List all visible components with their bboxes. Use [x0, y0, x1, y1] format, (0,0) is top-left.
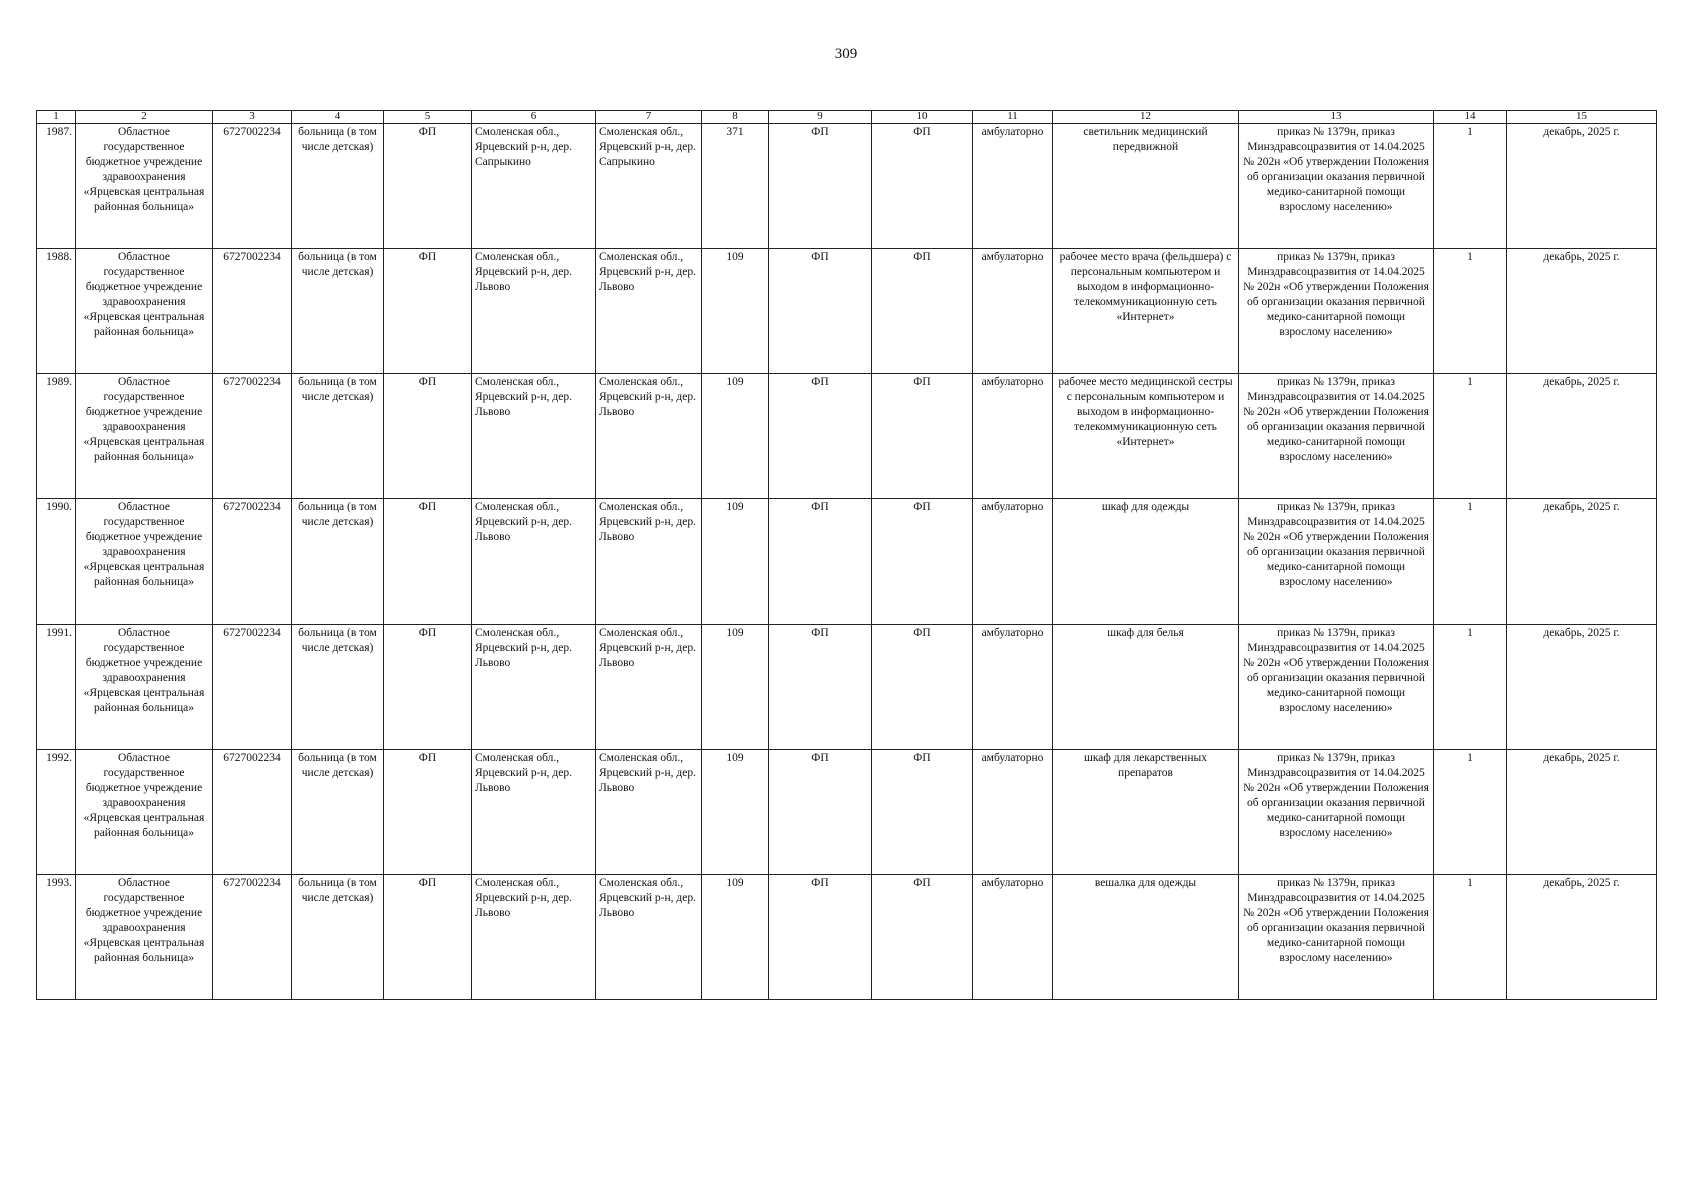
order-reference: приказ № 1379н, приказ Минздравсоцразвития от 14.04.2025 № 202н «Об утверждении Положения об организации оказания первичной медико-санитарной помощи взрослому населению» [1239, 374, 1434, 499]
number-cell: 109 [702, 624, 769, 749]
table-row [37, 249, 1657, 374]
facility-type: больница (в том числе детская) [292, 249, 384, 374]
organization-name: Областное государственное бюджетное учреждение здравоохранения «Ярцевская центральная районная больница» [76, 624, 213, 749]
date-cell: декабрь, 2025 г. [1507, 374, 1657, 499]
order-reference: приказ № 1379н, приказ Минздравсоцразвития от 14.04.2025 № 202н «Об утверждении Положения об организации оказания первичной медико-санитарной помощи взрослому населению» [1239, 874, 1434, 999]
table-row [37, 499, 1657, 624]
date-cell: декабрь, 2025 г. [1507, 124, 1657, 249]
column-number-row [37, 111, 1657, 124]
equipment-item: шкаф для лекарственных препаратов [1053, 749, 1239, 874]
equipment-item: светильник медицинский передвижной [1053, 124, 1239, 249]
unit-type-9: ФП [769, 249, 872, 374]
quantity-cell: 1 [1434, 249, 1507, 374]
date-cell: декабрь, 2025 г. [1507, 624, 1657, 749]
equipment-item: шкаф для одежды [1053, 499, 1239, 624]
column-header: 12 [1053, 111, 1239, 124]
date-cell: декабрь, 2025 г. [1507, 249, 1657, 374]
equipment-table [36, 110, 1657, 1000]
address-cell: Смоленская обл., Ярцевский р-н, дер. Львово [472, 249, 596, 374]
row-number: 1989. [37, 374, 76, 499]
unit-type-10: ФП [872, 624, 973, 749]
unit-type: ФП [384, 624, 472, 749]
row-number: 1987. [37, 124, 76, 249]
quantity-cell: 1 [1434, 499, 1507, 624]
unit-type-9: ФП [769, 124, 872, 249]
equipment-item: рабочее место медицинской сестры с персональным компьютером и выходом в информационно-телекоммуникационную сеть «Интернет» [1053, 374, 1239, 499]
unit-type-10: ФП [872, 499, 973, 624]
address-cell-2: Смоленская обл., Ярцевский р-н, дер. Львово [596, 249, 702, 374]
date-cell: декабрь, 2025 г. [1507, 749, 1657, 874]
column-header: 7 [596, 111, 702, 124]
column-header: 13 [1239, 111, 1434, 124]
column-header: 15 [1507, 111, 1657, 124]
order-reference: приказ № 1379н, приказ Минздравсоцразвития от 14.04.2025 № 202н «Об утверждении Положения об организации оказания первичной медико-санитарной помощи взрослому населению» [1239, 749, 1434, 874]
row-number: 1991. [37, 624, 76, 749]
row-number: 1990. [37, 499, 76, 624]
address-cell: Смоленская обл., Ярцевский р-н, дер. Львово [472, 499, 596, 624]
table-row [37, 874, 1657, 999]
column-header: 14 [1434, 111, 1507, 124]
care-mode: амбулаторно [973, 249, 1053, 374]
unit-type-9: ФП [769, 499, 872, 624]
quantity-cell: 1 [1434, 124, 1507, 249]
organization-name: Областное государственное бюджетное учреждение здравоохранения «Ярцевская центральная районная больница» [76, 749, 213, 874]
inn-cell: 6727002234 [213, 249, 292, 374]
inn-cell: 6727002234 [213, 499, 292, 624]
organization-name: Областное государственное бюджетное учреждение здравоохранения «Ярцевская центральная районная больница» [76, 374, 213, 499]
address-cell-2: Смоленская обл., Ярцевский р-н, дер. Львово [596, 749, 702, 874]
column-header: 11 [973, 111, 1053, 124]
unit-type: ФП [384, 499, 472, 624]
care-mode: амбулаторно [973, 374, 1053, 499]
quantity-cell: 1 [1434, 749, 1507, 874]
equipment-item: вешалка для одежды [1053, 874, 1239, 999]
address-cell: Смоленская обл., Ярцевский р-н, дер. Львово [472, 874, 596, 999]
care-mode: амбулаторно [973, 624, 1053, 749]
address-cell-2: Смоленская обл., Ярцевский р-н, дер. Львово [596, 624, 702, 749]
inn-cell: 6727002234 [213, 749, 292, 874]
number-cell: 109 [702, 249, 769, 374]
address-cell-2: Смоленская обл., Ярцевский р-н, дер. Сапрыкино [596, 124, 702, 249]
facility-type: больница (в том числе детская) [292, 624, 384, 749]
address-cell-2: Смоленская обл., Ярцевский р-н, дер. Львово [596, 874, 702, 999]
care-mode: амбулаторно [973, 124, 1053, 249]
equipment-item: шкаф для белья [1053, 624, 1239, 749]
table-row [37, 124, 1657, 249]
unit-type-9: ФП [769, 874, 872, 999]
date-cell: декабрь, 2025 г. [1507, 874, 1657, 999]
table-row [37, 374, 1657, 499]
column-header: 5 [384, 111, 472, 124]
unit-type: ФП [384, 874, 472, 999]
order-reference: приказ № 1379н, приказ Минздравсоцразвития от 14.04.2025 № 202н «Об утверждении Положения об организации оказания первичной медико-санитарной помощи взрослому населению» [1239, 499, 1434, 624]
column-header: 8 [702, 111, 769, 124]
address-cell: Смоленская обл., Ярцевский р-н, дер. Львово [472, 374, 596, 499]
facility-type: больница (в том числе детская) [292, 874, 384, 999]
column-header: 9 [769, 111, 872, 124]
quantity-cell: 1 [1434, 374, 1507, 499]
row-number: 1988. [37, 249, 76, 374]
unit-type-10: ФП [872, 249, 973, 374]
unit-type: ФП [384, 124, 472, 249]
number-cell: 371 [702, 124, 769, 249]
address-cell: Смоленская обл., Ярцевский р-н, дер. Львово [472, 624, 596, 749]
care-mode: амбулаторно [973, 874, 1053, 999]
inn-cell: 6727002234 [213, 124, 292, 249]
care-mode: амбулаторно [973, 499, 1053, 624]
order-reference: приказ № 1379н, приказ Минздравсоцразвития от 14.04.2025 № 202н «Об утверждении Положения об организации оказания первичной медико-санитарной помощи взрослому населению» [1239, 249, 1434, 374]
organization-name: Областное государственное бюджетное учреждение здравоохранения «Ярцевская центральная районная больница» [76, 499, 213, 624]
page-number: 309 [834, 46, 858, 62]
facility-type: больница (в том числе детская) [292, 124, 384, 249]
order-reference: приказ № 1379н, приказ Минздравсоцразвития от 14.04.2025 № 202н «Об утверждении Положения об организации оказания первичной медико-санитарной помощи взрослому населению» [1239, 624, 1434, 749]
column-header: 3 [213, 111, 292, 124]
unit-type-9: ФП [769, 749, 872, 874]
unit-type-10: ФП [872, 874, 973, 999]
row-number: 1992. [37, 749, 76, 874]
unit-type-10: ФП [872, 374, 973, 499]
column-header: 4 [292, 111, 384, 124]
unit-type: ФП [384, 374, 472, 499]
unit-type-9: ФП [769, 374, 872, 499]
order-reference: приказ № 1379н, приказ Минздравсоцразвития от 14.04.2025 № 202н «Об утверждении Положения об организации оказания первичной медико-санитарной помощи взрослому населению» [1239, 124, 1434, 249]
organization-name: Областное государственное бюджетное учреждение здравоохранения «Ярцевская центральная районная больница» [76, 874, 213, 999]
unit-type-9: ФП [769, 624, 872, 749]
column-header: 1 [37, 111, 76, 124]
date-cell: декабрь, 2025 г. [1507, 499, 1657, 624]
table-row [37, 749, 1657, 874]
unit-type-10: ФП [872, 749, 973, 874]
number-cell: 109 [702, 499, 769, 624]
number-cell: 109 [702, 874, 769, 999]
facility-type: больница (в том числе детская) [292, 499, 384, 624]
unit-type: ФП [384, 749, 472, 874]
unit-type: ФП [384, 249, 472, 374]
number-cell: 109 [702, 749, 769, 874]
address-cell-2: Смоленская обл., Ярцевский р-н, дер. Львово [596, 374, 702, 499]
column-header: 2 [76, 111, 213, 124]
organization-name: Областное государственное бюджетное учреждение здравоохранения «Ярцевская центральная районная больница» [76, 124, 213, 249]
table-row [37, 624, 1657, 749]
facility-type: больница (в том числе детская) [292, 374, 384, 499]
equipment-item: рабочее место врача (фельдшера) с персональным компьютером и выходом в информационно-телекоммуникационную сеть «Интернет» [1053, 249, 1239, 374]
address-cell: Смоленская обл., Ярцевский р-н, дер. Львово [472, 749, 596, 874]
facility-type: больница (в том числе детская) [292, 749, 384, 874]
unit-type-10: ФП [872, 124, 973, 249]
address-cell: Смоленская обл., Ярцевский р-н, дер. Сапрыкино [472, 124, 596, 249]
column-header: 10 [872, 111, 973, 124]
inn-cell: 6727002234 [213, 874, 292, 999]
inn-cell: 6727002234 [213, 624, 292, 749]
number-cell: 109 [702, 374, 769, 499]
organization-name: Областное государственное бюджетное учреждение здравоохранения «Ярцевская центральная районная больница» [76, 249, 213, 374]
care-mode: амбулаторно [973, 749, 1053, 874]
inn-cell: 6727002234 [213, 374, 292, 499]
row-number: 1993. [37, 874, 76, 999]
address-cell-2: Смоленская обл., Ярцевский р-н, дер. Львово [596, 499, 702, 624]
quantity-cell: 1 [1434, 624, 1507, 749]
quantity-cell: 1 [1434, 874, 1507, 999]
column-header: 6 [472, 111, 596, 124]
